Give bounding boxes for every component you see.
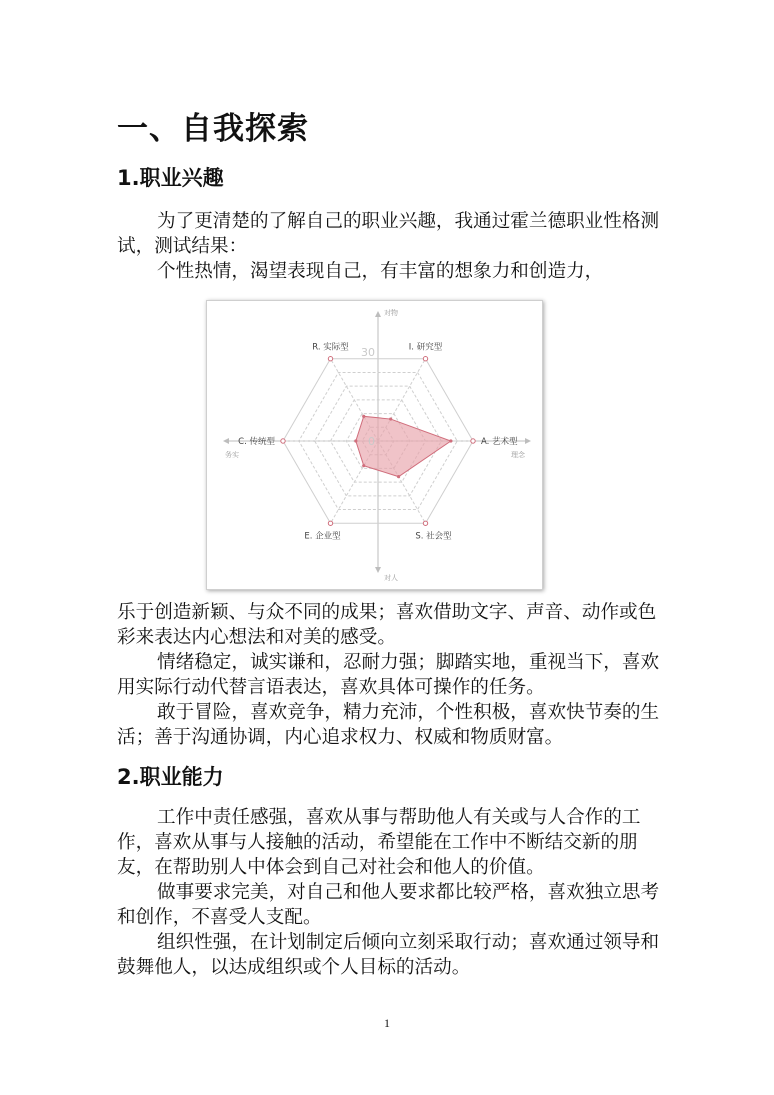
section2-p3: 组织性强，在计划制定后倾向立刻采取行动；喜欢通过领导和鼓舞他人，以达成组织或个人目标的活动。 bbox=[117, 932, 660, 978]
axis-arrow-left bbox=[223, 438, 229, 444]
section1-p2: 情绪稳定，诚实谦和，忍耐力强；脚踏实地，重视当下，喜欢用实际行动代替言语表达，喜欢具体可操作的任务。 bbox=[117, 652, 660, 698]
axis-arrow-top bbox=[375, 311, 381, 317]
holland-radar-chart bbox=[206, 300, 543, 590]
axis-label-bottom: 对人 bbox=[384, 574, 398, 582]
axis-label-right: 理念 bbox=[511, 451, 525, 459]
category-label: A. 艺术型 bbox=[481, 437, 518, 447]
section2-p1: 工作中责任感强，喜欢从事与帮助他人有关或与人合作的工作，喜欢从事与人接触的活动，希望能在工作中不断结交新的朋友，在帮助别人中体会到自己对社会和他人的价值。 bbox=[117, 807, 641, 878]
tick-label-max: 30 bbox=[361, 346, 375, 359]
data-point bbox=[449, 439, 452, 442]
page-heading: 一、自我探索 bbox=[117, 111, 309, 147]
category-label: E. 企业型 bbox=[304, 531, 341, 542]
vertex-marker bbox=[423, 357, 427, 361]
vertex-marker bbox=[328, 521, 332, 525]
category-label: S. 社会型 bbox=[415, 531, 452, 542]
section1-p1-start: 个性热情，渴望表现自己，有丰富的想象力和创造力， bbox=[157, 261, 604, 282]
vertex-marker bbox=[423, 521, 427, 525]
category-label: I. 研究型 bbox=[408, 342, 443, 353]
radar-svg bbox=[207, 301, 542, 589]
axis-arrow-right bbox=[525, 438, 531, 444]
axis-arrow-bottom bbox=[375, 567, 381, 573]
category-label: C. 传统型 bbox=[238, 437, 275, 447]
data-point bbox=[354, 439, 357, 442]
section2-p2: 做事要求完美，对自己和他人要求都比较严格，喜欢独立思考和创作，不喜受人支配。 bbox=[117, 882, 660, 928]
section2-title: 2.职业能力 bbox=[117, 765, 224, 789]
vertex-marker bbox=[328, 357, 332, 361]
section1-intro: 为了更清楚的了解自己的职业兴趣，我通过霍兰德职业性格测试，测试结果： bbox=[117, 211, 660, 257]
vertex-marker bbox=[471, 439, 475, 443]
data-point bbox=[397, 475, 400, 478]
section1-p3: 敢于冒险，喜欢竞争，精力充沛，个性积极，喜欢快节奏的生活；善于沟通协调，内心追求权力、权威和物质财富。 bbox=[117, 702, 660, 748]
axis-label-left: 务实 bbox=[225, 451, 239, 459]
data-point bbox=[389, 417, 392, 420]
vertex-marker bbox=[281, 439, 285, 443]
section1-title: 1.职业兴趣 bbox=[117, 166, 224, 190]
axis-label-top: 对物 bbox=[384, 309, 398, 317]
page-number: 1 bbox=[384, 1016, 390, 1030]
data-point bbox=[362, 464, 365, 467]
tick-label-min: 0 bbox=[368, 435, 375, 448]
section1-p1-cont: 乐于创造新颖、与众不同的成果；喜欢借助文字、声音、动作或色彩来表达内心想法和对美的感受。 bbox=[117, 602, 657, 648]
category-label: R. 实际型 bbox=[312, 342, 349, 353]
data-point bbox=[362, 415, 365, 418]
